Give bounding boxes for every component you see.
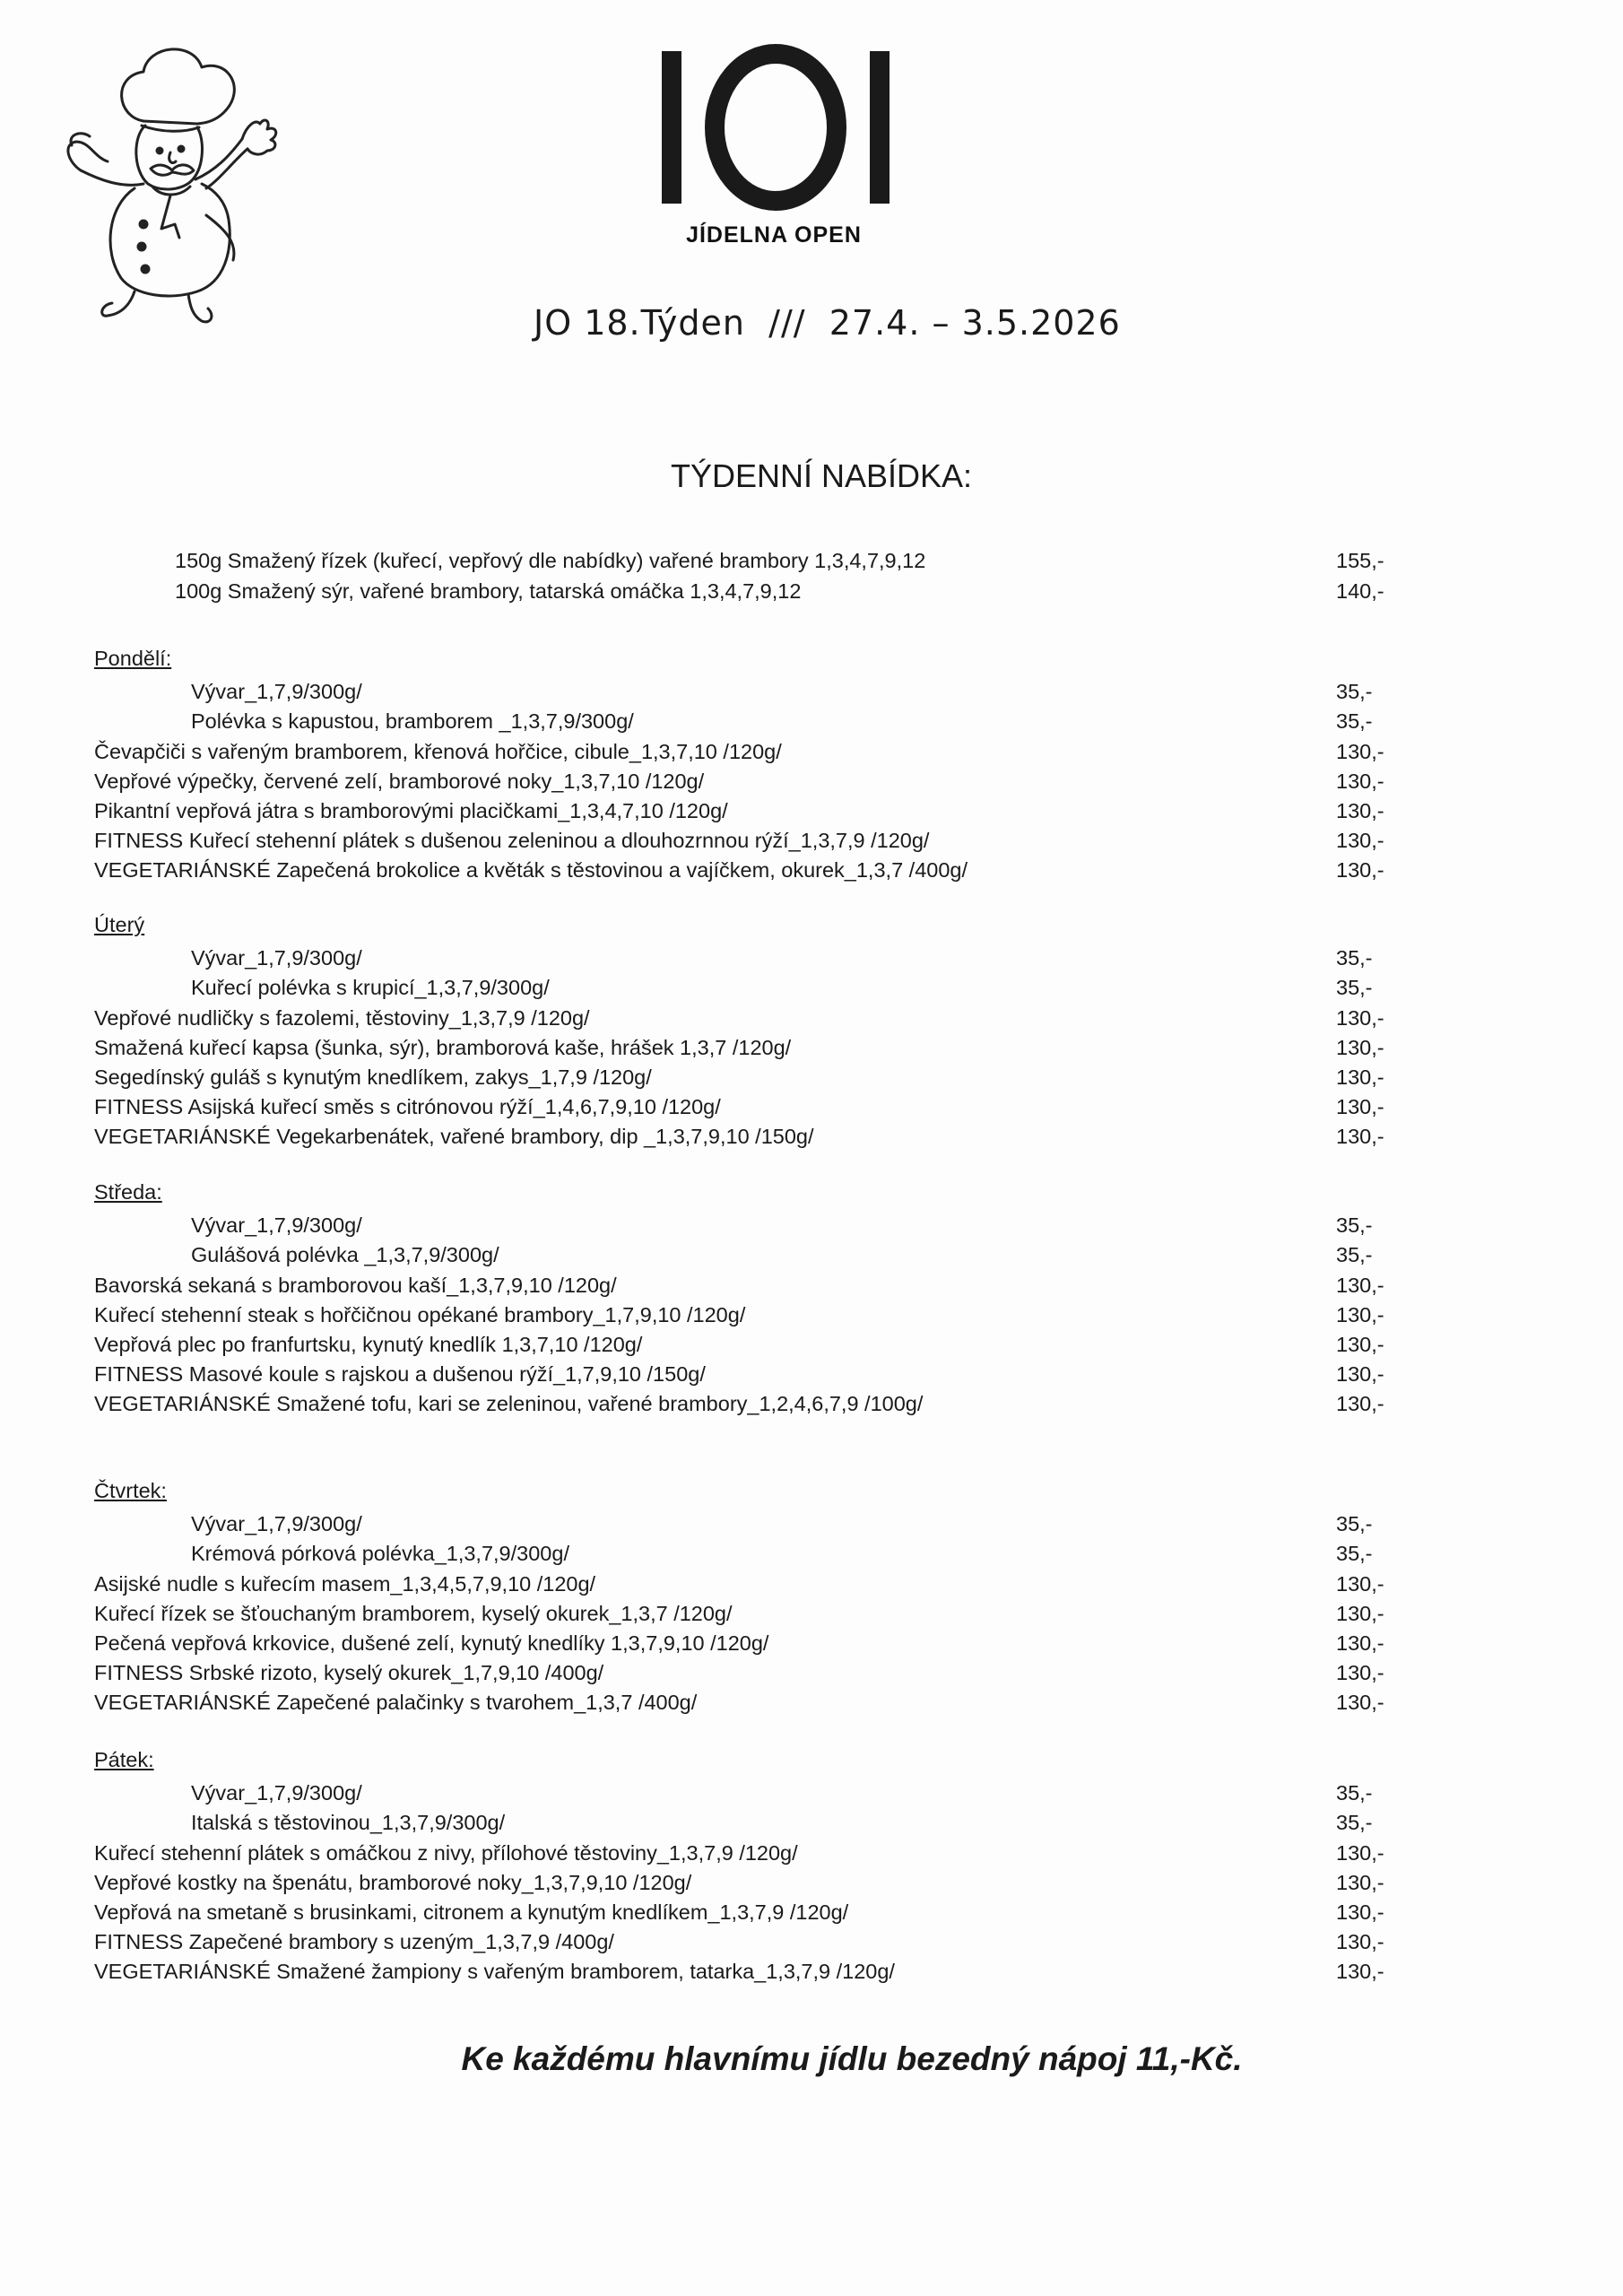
menu-item-text: Italská s těstovinou_1,3,7,9/300g/ — [191, 1811, 506, 1835]
menu-item-price: 140,- — [1336, 579, 1384, 603]
menu-item — [0, 766, 1623, 796]
menu-item-text: Vývar_1,7,9/300g/ — [191, 1781, 362, 1805]
menu-item — [0, 1538, 1623, 1569]
menu-item-price: 130,- — [1336, 1273, 1384, 1297]
menu-item — [0, 1121, 1623, 1152]
menu-item-text: Krémová pórková polévka_1,3,7,9/300g/ — [191, 1542, 569, 1566]
menu-item-text: VEGETARIÁNSKÉ Zapečená brokolice a květák s těstovinou a vajíčkem, okurek_1,3,7 /400g/ — [94, 858, 968, 883]
menu-item-text: Vývar_1,7,9/300g/ — [191, 680, 362, 704]
menu-item — [0, 1032, 1623, 1063]
menu-item — [0, 1239, 1623, 1270]
menu-item-text: FITNESS Masové koule s rajskou a dušenou rýží_1,7,9,10 /150g/ — [94, 1362, 706, 1387]
day-heading: Středa: — [94, 1180, 162, 1204]
menu-item — [0, 1628, 1623, 1658]
menu-item-price: 130,- — [1336, 739, 1384, 763]
week-title: JO 18.Týden /// 27.4. – 3.5.2026 — [534, 303, 1121, 343]
menu-item-text: Kuřecí polévka s krupicí_1,3,7,9/300g/ — [191, 976, 550, 1000]
menu-item-text: Asijské nudle s kuřecím masem_1,3,4,5,7,9,10 /120g/ — [94, 1571, 596, 1596]
day-heading: Úterý — [94, 913, 145, 936]
menu-item-price: 35,- — [1336, 1243, 1373, 1267]
menu-item-price: 130,- — [1336, 1302, 1384, 1326]
menu-item-text: FITNESS Srbské rizoto, kyselý okurek_1,7,9,10 /400g/ — [94, 1661, 604, 1685]
menu-item — [0, 706, 1623, 736]
menu-item-text: Vepřová na smetaně s brusinkami, citronem a kynutým knedlíkem_1,3,7,9 /120g/ — [94, 1900, 849, 1924]
menu-item — [0, 1300, 1623, 1330]
menu-item-text: VEGETARIÁNSKÉ Vegekarbenátek, vařené brambory, dip _1,3,7,9,10 /150g/ — [94, 1125, 814, 1149]
menu-item-price: 130,- — [1336, 829, 1384, 853]
menu-item — [0, 1270, 1623, 1300]
menu-item — [0, 1956, 1623, 1987]
menu-item-price: 130,- — [1336, 1691, 1384, 1715]
weekly-offer-item — [0, 576, 1623, 606]
menu-item — [0, 1569, 1623, 1599]
menu-item-price: 35,- — [1336, 1512, 1373, 1536]
menu-item — [0, 1657, 1623, 1688]
menu-item-text: Kuřecí stehenní plátek s omáčkou z nivy, přílohové těstoviny_1,3,7,9 /120g/ — [94, 1840, 798, 1865]
menu-item-price: 35,- — [1336, 1213, 1373, 1238]
menu-item-price: 130,- — [1336, 1571, 1384, 1596]
menu-item-price: 130,- — [1336, 799, 1384, 822]
menu-item-text: 150g Smažený řízek (kuřecí, vepřový dle nabídky) vařené brambory 1,3,4,7,9,12 — [175, 549, 926, 572]
menu-item-text: FITNESS Asijská kuřecí směs s citrónovou rýží_1,4,6,7,9,10 /120g/ — [94, 1095, 721, 1119]
menu-item-text: VEGETARIÁNSKÉ Smažené žampiony s vařeným bramborem, tatarka_1,3,7,9 /120g/ — [94, 1960, 895, 1984]
menu-item-price: 35,- — [1336, 1542, 1373, 1566]
menu-item-text: Segedínský guláš s kynutým knedlíkem, zakys_1,7,9 /120g/ — [94, 1065, 652, 1089]
menu-item-text: Vývar_1,7,9/300g/ — [191, 1213, 362, 1238]
day-heading: Pondělí: — [94, 647, 172, 670]
menu-item-price: 130,- — [1336, 1095, 1384, 1119]
menu-item-price: 130,- — [1336, 1392, 1384, 1416]
menu-item-price: 130,- — [1336, 1900, 1384, 1924]
menu-item — [0, 1807, 1623, 1838]
menu-item-text: Vepřové kostky na špenátu, bramborové noky_1,3,7,9,10 /120g/ — [94, 1870, 692, 1894]
menu-item-price: 35,- — [1336, 946, 1373, 970]
menu-item — [0, 1329, 1623, 1360]
menu-item — [0, 1598, 1623, 1629]
menu-item — [0, 1867, 1623, 1898]
menu-item-price: 35,- — [1336, 976, 1373, 1000]
day-heading: Čtvrtek: — [94, 1479, 167, 1502]
menu-item-text: FITNESS Kuřecí stehenní plátek s dušenou zeleninou a dlouhozrnnou rýží_1,3,7,9 /120g/ — [94, 829, 930, 853]
menu-item-price: 35,- — [1336, 1781, 1373, 1805]
weekly-offer-heading: TÝDENNÍ NABÍDKA: — [671, 457, 973, 494]
menu-item-price: 130,- — [1336, 1631, 1384, 1655]
menu-item-price: 130,- — [1336, 1840, 1384, 1865]
logo-subtitle: JÍDELNA OPEN — [686, 222, 862, 248]
menu-item-text: Vývar_1,7,9/300g/ — [191, 1512, 362, 1536]
menu-item-text: Gulášová polévka _1,3,7,9/300g/ — [191, 1243, 499, 1267]
footer-note: Ke každému hlavnímu jídlu bezedný nápoj 11,-Kč. — [461, 2040, 1243, 2077]
menu-item — [0, 972, 1623, 1003]
menu-item-text: Kuřecí stehenní steak s hořčičnou opékané brambory_1,7,9,10 /120g/ — [94, 1302, 746, 1326]
menu-item-text: Vývar_1,7,9/300g/ — [191, 946, 362, 970]
menu-item-price: 130,- — [1336, 769, 1384, 793]
menu-item-text: Pečená vepřová krkovice, dušené zelí, kynutý knedlíky 1,3,7,9,10 /120g/ — [94, 1631, 769, 1655]
menu-item — [0, 1210, 1623, 1240]
menu-item — [0, 796, 1623, 826]
menu-item-text: Bavorská sekaná s bramborovou kaší_1,3,7,9,10 /120g/ — [94, 1273, 617, 1297]
menu-item-text: Polévka s kapustou, bramborem _1,3,7,9/300g/ — [191, 709, 634, 734]
menu-item-text: Vepřová plec po franfurtsku, kynutý knedlík 1,3,7,10 /120g/ — [94, 1333, 643, 1356]
menu-item-text: Kuřecí řízek se šťouchaným bramborem, kyselý okurek_1,3,7 /120g/ — [94, 1601, 733, 1625]
menu-item-text: VEGETARIÁNSKÉ Smažené tofu, kari se zeleninou, vařené brambory_1,2,4,6,7,9 /100g/ — [94, 1392, 924, 1416]
menu-item-price: 130,- — [1336, 1333, 1384, 1356]
menu-item — [0, 1062, 1623, 1092]
menu-item-price: 155,- — [1336, 549, 1384, 572]
menu-item-price: 130,- — [1336, 1125, 1384, 1149]
menu-item-text: Vepřové výpečky, červené zelí, bramborové noky_1,3,7,10 /120g/ — [94, 769, 705, 793]
menu-item-price: 130,- — [1336, 1601, 1384, 1625]
menu-item-text: Vepřové nudličky s fazolemi, těstoviny_1,3,7,9 /120g/ — [94, 1005, 590, 1030]
menu-item-text: Smažená kuřecí kapsa (šunka, sýr), bramborová kaše, hrášek 1,3,7 /120g/ — [94, 1035, 792, 1059]
menu-item — [0, 943, 1623, 973]
weekly-offer-item — [0, 545, 1623, 576]
menu-item — [0, 1838, 1623, 1868]
menu-item-text: Čevapčiči s vařeným bramborem, křenová hořčice, cibule_1,3,7,10 /120g/ — [94, 739, 782, 763]
menu-item-price: 130,- — [1336, 1035, 1384, 1059]
menu-item — [0, 1388, 1623, 1419]
chef-illustration — [36, 36, 305, 332]
menu-item — [0, 1897, 1623, 1927]
logo-101 — [655, 40, 897, 211]
menu-item-text: FITNESS Zapečené brambory s uzeným_1,3,7,9 /400g/ — [94, 1930, 614, 1954]
menu-item-price: 130,- — [1336, 1960, 1384, 1984]
menu-item-price: 130,- — [1336, 1661, 1384, 1685]
menu-item — [0, 1091, 1623, 1122]
day-heading: Pátek: — [94, 1748, 154, 1771]
menu-item-price: 130,- — [1336, 1930, 1384, 1954]
menu-item — [0, 1926, 1623, 1957]
menu-item — [0, 1509, 1623, 1539]
menu-item-price: 130,- — [1336, 1065, 1384, 1089]
menu-item-price: 130,- — [1336, 1005, 1384, 1030]
menu-item-price: 35,- — [1336, 709, 1373, 734]
menu-item-text: Pikantní vepřová játra s bramborovými placičkami_1,3,4,7,10 /120g/ — [94, 799, 728, 822]
menu-item-text: 100g Smažený sýr, vařené brambory, tatarská omáčka 1,3,4,7,9,12 — [175, 579, 802, 603]
menu-item-price: 35,- — [1336, 1811, 1373, 1835]
menu-item — [0, 1687, 1623, 1718]
menu-item — [0, 855, 1623, 885]
menu-item — [0, 736, 1623, 767]
menu-item — [0, 676, 1623, 707]
menu-item-text: VEGETARIÁNSKÉ Zapečené palačinky s tvarohem_1,3,7 /400g/ — [94, 1691, 698, 1715]
menu-item — [0, 1359, 1623, 1389]
menu-item-price: 130,- — [1336, 858, 1384, 883]
menu-item — [0, 1778, 1623, 1808]
menu-item-price: 35,- — [1336, 680, 1373, 704]
menu-item — [0, 825, 1623, 856]
menu-item-price: 130,- — [1336, 1870, 1384, 1894]
menu-item — [0, 1003, 1623, 1033]
menu-item-price: 130,- — [1336, 1362, 1384, 1387]
